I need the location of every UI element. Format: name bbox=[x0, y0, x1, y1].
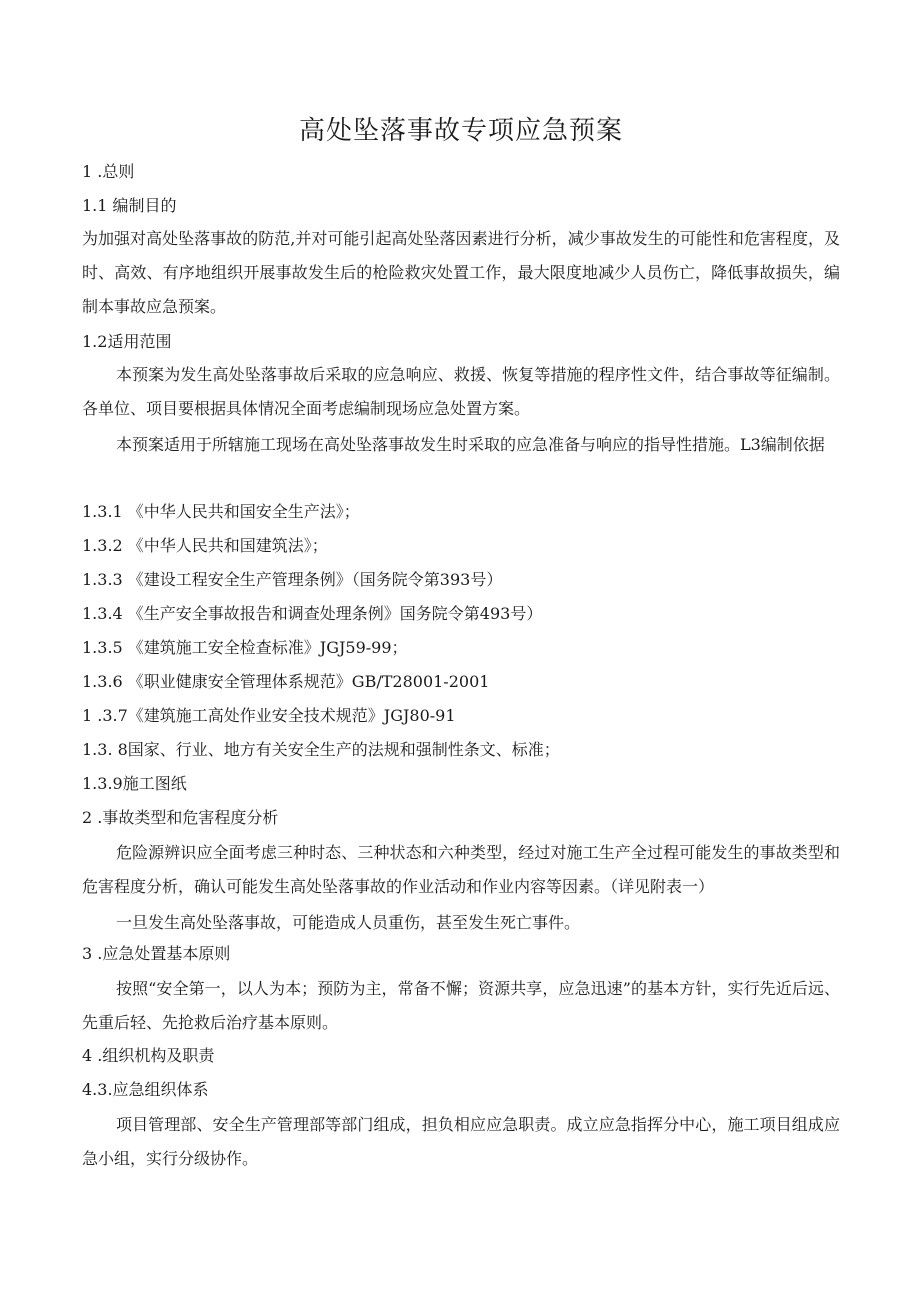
heading-general: 1 .总则 bbox=[82, 162, 135, 181]
basis-item-9: 1.3.9施工图纸 bbox=[82, 774, 187, 793]
heading-accident-analysis: 2 .事故类型和危害程度分析 bbox=[82, 808, 279, 827]
paragraph-analysis-1: 危险源辨识应全面考虑三种时态、三种状态和六种类型，经过对施工生产全过程可能发生的事故类型和危害程度分析，确认可能发生高处坠落事故的作业活动和作业内容等因素。（详见附表一） bbox=[82, 843, 840, 896]
basis-item-1: 1.3.1 《中华人民共和国安全生产法》； bbox=[82, 502, 360, 521]
basis-item-8: 1.3. 8国家、行业、地方有关安全生产的法规和强制性条文、标准； bbox=[82, 740, 560, 759]
paragraph-purpose: 为加强对高处坠落事故的防范,并对可能引起高处坠落因素进行分析，减少事故发生的可能性和危害程度，及时、高效、有序地组织开展事故发生后的枪险救灾处置工作，最大限度地减少人员伤亡，降低事故损失，编制本事故应急预案。 bbox=[82, 229, 840, 316]
heading-principles: 3 .应急处置基本原则 bbox=[82, 944, 231, 963]
basis-item-2: 1.3.2 《中华人民共和国建筑法》； bbox=[82, 536, 328, 555]
paragraph-principles: 按照“安全第一，以人为本；预防为主，常备不懈；资源共享，应急迅速”的基本方针，实行先近后远、先重后轻、先抢救后治疗基本原则。 bbox=[82, 979, 840, 1032]
document-title: 高处坠落事故专项应急预案 bbox=[298, 116, 623, 146]
paragraph-analysis-2: 一旦发生高处坠落事故，可能造成人员重伤，甚至发生死亡事件。 bbox=[116, 913, 581, 932]
heading-emergency-system: 4.3.应急组织体系 bbox=[82, 1080, 209, 1099]
basis-item-7: 1 .3.7《建筑施工高处作业安全技术规范》JGJ80-91 bbox=[82, 706, 456, 725]
heading-purpose: 1.1 编制目的 bbox=[82, 196, 177, 215]
paragraph-emergency-system: 项目管理部、安全生产管理部等部门组成，担负相应应急职责。成立应急指挥分中心，施工项目组成应急小组，实行分级协作。 bbox=[82, 1115, 840, 1168]
basis-item-4: 1.3.4 《生产安全事故报告和调查处理条例》国务院令第493号） bbox=[82, 604, 543, 623]
heading-scope: 1.2适用范围 bbox=[82, 332, 172, 351]
basis-item-3: 1.3.3 《建设工程安全生产管理条例》（国务院令第393号） bbox=[82, 570, 503, 589]
paragraph-scope-2: 本预案适用于所辖施工现场在高处坠落事故发生时采取的应急准备与响应的指导性措施。L3编制依据 bbox=[116, 435, 825, 454]
paragraph-scope-1: 本预案为发生高处坠落事故后采取的应急响应、救援、恢复等措施的程序性文件，结合事故等征编制。各单位、项目要根据具体情况全面考虑编制现场应急处置方案。 bbox=[82, 365, 840, 418]
heading-organization: 4 .组织机构及职责 bbox=[82, 1046, 215, 1065]
basis-item-5: 1.3.5 《建筑施工安全检查标准》JGJ59-99； bbox=[82, 638, 408, 657]
basis-item-6: 1.3.6 《职业健康安全管理体系规范》GB/T28001-2001 bbox=[82, 672, 490, 691]
